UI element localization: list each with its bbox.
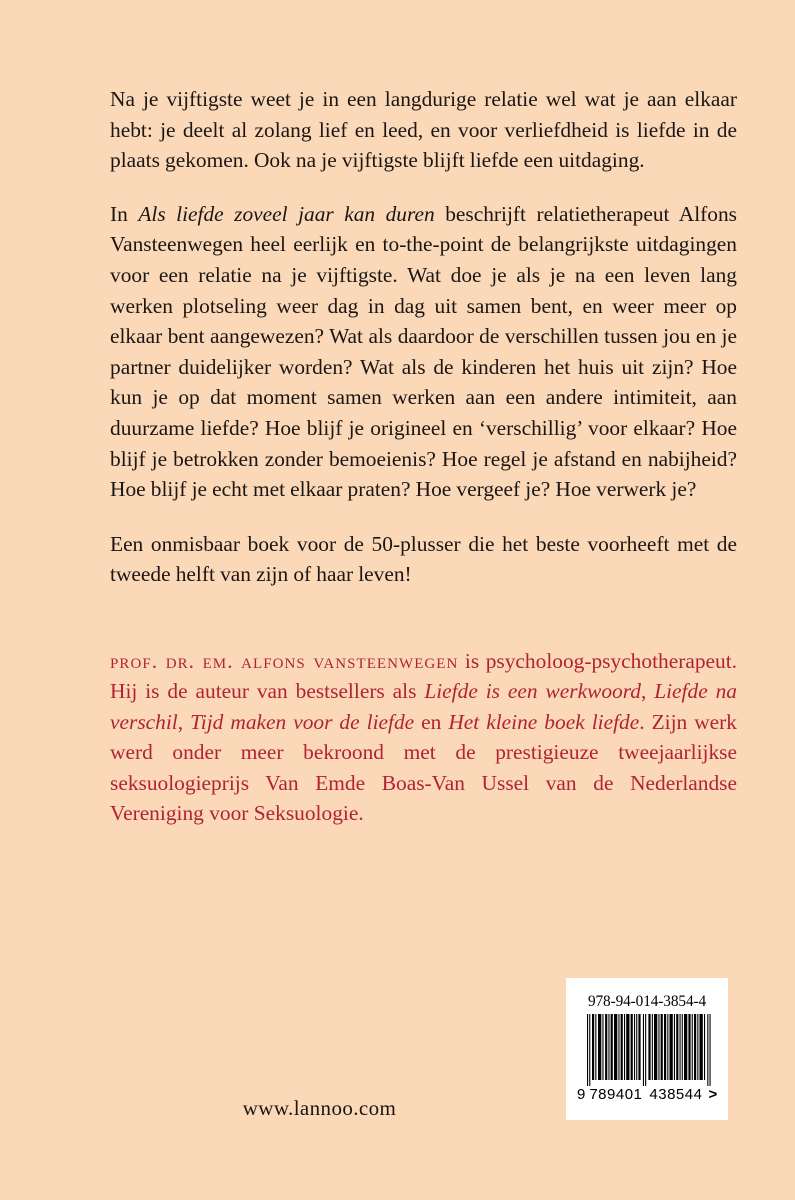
blurb-paragraph-1: Na je vijftigste weet je in een langdurige relatie wel wat je aan elkaar hebt: je deelt al zolang lief en leed, en voor verliefdheid is liefde in de plaats gekomen. Ook na je vijftigste blijft liefde een uitdaging. [110,87,737,173]
author-bio-paragraph [110,646,737,828]
author-bio-sep-2: , [177,709,191,734]
author-name: prof. dr. em. alfons vansteenwegen [110,649,459,673]
publisher-website[interactable]: www.lannoo.com [242,1096,397,1120]
author-book-title-3: Tijd maken voor de liefde [190,709,415,734]
blurb-paragraph-2-rest: beschrijft relatietherapeut Alfons Vansteenwegen heel eerlijk en to-the-point de belangrijkste uitdagingen voor een relatie na je vijftigste. Wat doe je als je na een leven lang werken plotseling weer dag in dag uit samen bent, en weer meer op elkaar bent aangewezen? Wat als daardoor de verschillen tussen jou en je partner duidelijker worden? Wat als de kinderen het huis uit zijn? Hoe kun je op dat moment samen werken aan een andere intimiteit, aan duurzame liefde? Hoe blijf je origineel en ‘verschillig’ voor elkaar? Hoe blijf je betrokken zonder bemoeienis? Hoe regel je afstand en nabijheid? Hoe blijf je echt met elkaar praten? Hoe vergeef je? Hoe verwerk je? [110,201,738,502]
book-title-mention: Als liefde zoveel jaar kan duren [138,201,435,226]
author-bio-text-2: . Zijn werk werd onder meer bekroond met de prestigieuze tweejaarlijkse seksuologieprijs Van Emde Boas-Van Ussel van de Nederlandse Vereniging voor Seksuologie. [110,709,737,826]
author-book-title-1: Liefde is een werkwoord [424,679,641,704]
author-bio-sep-3: en [414,709,449,734]
blurb-paragraph-2 [110,199,737,505]
author-book-title-2: Liefde na verschil [110,679,737,734]
ean13-bar-pattern [587,1014,713,1086]
ean-group-1: 789401 [589,1086,643,1103]
isbn-barcode-box [566,978,728,1120]
ean-digit-row [577,1087,721,1103]
author-book-title-4: Het kleine boek liefde [448,709,640,734]
ean-lead-digit: 9 [577,1086,586,1103]
ean-terminator: > [708,1086,718,1103]
barcode-bars [587,1014,713,1086]
ean-group-2: 438544 [649,1086,703,1103]
blurb-paragraph-3: Een onmisbaar boek voor de 50-plusser die het beste voorheeft met de tweede helft van zijn of haar leven! [110,531,737,587]
blurb-paragraph-2-lead: In [110,201,139,226]
author-bio-text-1: is psycholoog-psychotherapeut. Hij is de auteur van bestsellers als [110,649,737,704]
author-bio-sep-1: , [640,679,655,704]
author-bio-block [110,646,737,828]
isbn-number: 978-94-014-3854-4 [587,993,707,1010]
blurb-text-block [110,84,737,590]
